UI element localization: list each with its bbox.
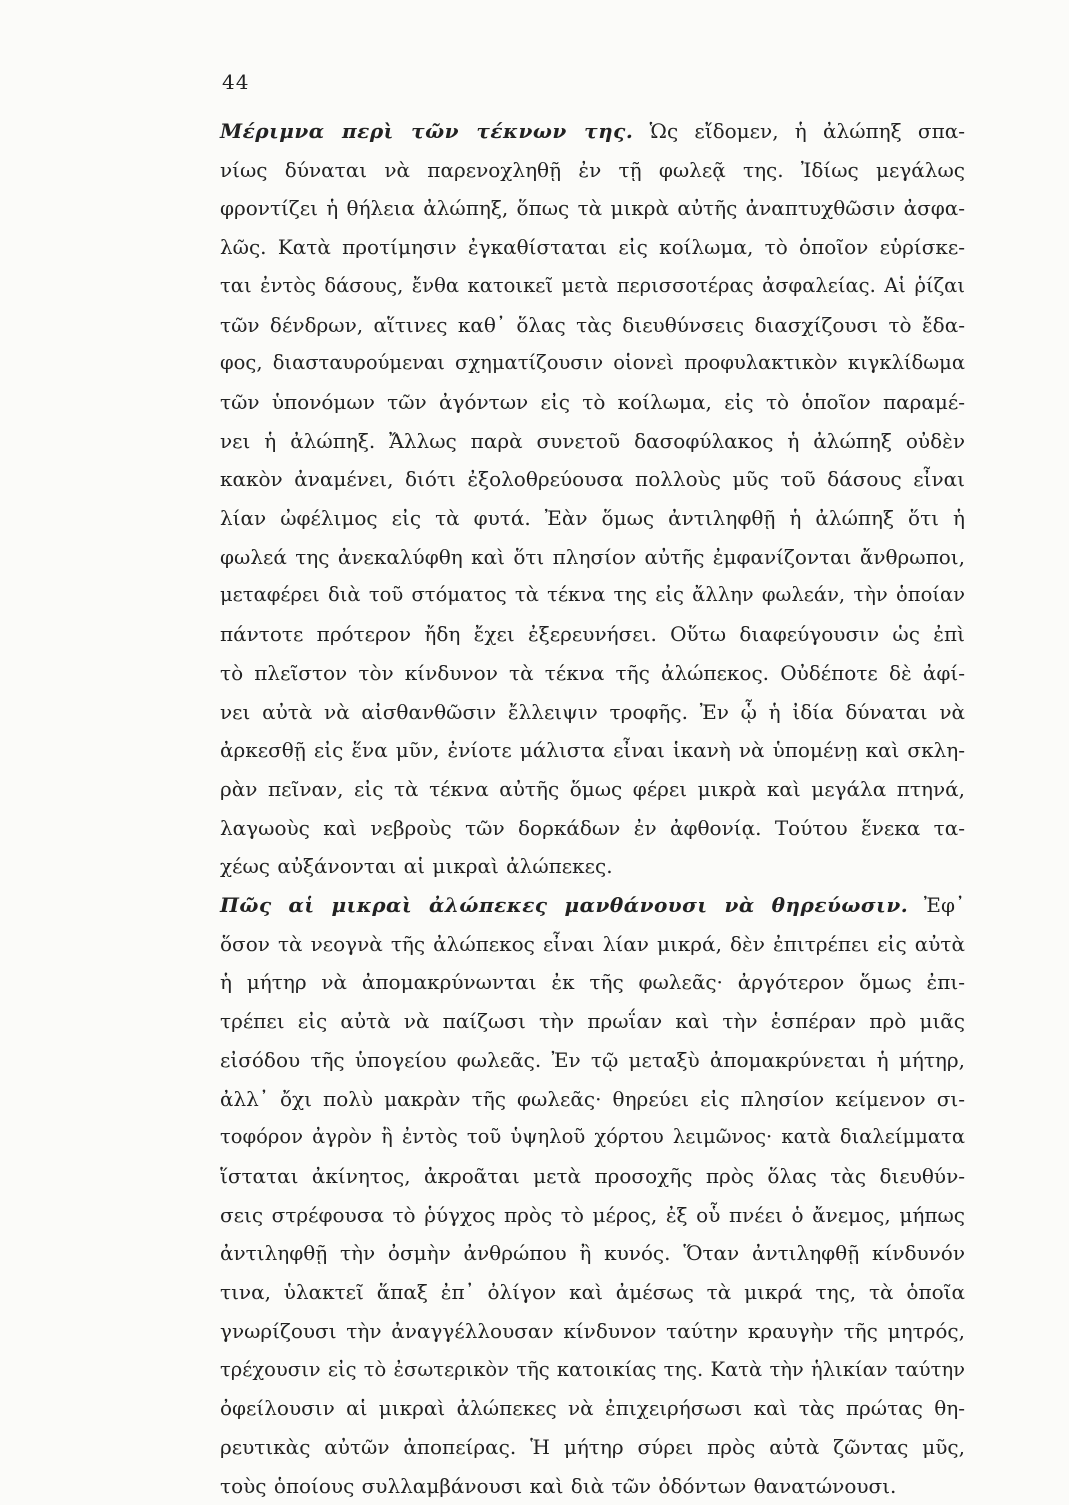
text-line: ται ἐντὸς δάσους, ἔνθα κατοικεῖ μετὰ περισσοτέρας ἀσφαλείας. Αἱ ῥίζαι xyxy=(220,273,965,297)
paragraph-care-of-young xyxy=(220,112,965,886)
text-line: λαγωοὺς καὶ νεβροὺς τῶν δορκάδων ἐν ἀφθονίᾳ. Τούτου ἕνεκα τα- xyxy=(220,815,965,840)
text-line: νει ἡ ἀλώπηξ. Ἄλλως παρὰ συνετοῦ δασοφύλακος ἡ ἀλώπηξ οὐδὲν xyxy=(220,428,965,453)
text-line: ρευτικὰς αὐτῶν ἀποπείρας. Ἡ μήτηρ σύρει πρὸς αὐτὰ ζῶντας μῦς, xyxy=(220,1434,965,1459)
text-line: ὀφείλουσιν αἱ μικραὶ ἀλώπεκες νὰ ἐπιχειρήσωσι καὶ τὰς πρώτας θη- xyxy=(220,1396,965,1421)
text-line: ἀντιληφθῇ τὴν ὀσμὴν ἀνθρώπου ἢ κυνός. Ὅταν ἀντιληφθῇ κίνδυνόν xyxy=(220,1241,965,1266)
text-line: τῶν δένδρων, αἵτινες καθ᾽ ὅλας τὰς διευθύνσεις διασχίζουσι τὸ ἔδα- xyxy=(220,312,965,337)
text-line: τρέπει εἰς αὐτὰ νὰ παίζωσι τὴν πρωΐαν καὶ τὴν ἑσπέραν πρὸ μιᾶς xyxy=(220,1009,965,1034)
text-line: τινα, ὑλακτεῖ ἅπαξ ἐπ᾽ ὀλίγον καὶ ἀμέσως τὰ μικρά της, τὰ ὁποῖα xyxy=(220,1280,965,1305)
section-heading: Πῶς αἱ μικραὶ ἀλώπεκες μανθάνουσι νὰ θηρεύωσιν. xyxy=(220,893,909,918)
paragraph-how-young-learn-to-hunt xyxy=(220,886,965,1505)
text-line: ἀρκεσθῇ εἰς ἕνα μῦν, ἐνίοτε μάλιστα εἶναι ἱκανὴ νὰ ὑπομένῃ καὶ σκλη- xyxy=(220,738,965,763)
section-heading: Μέριμνα περὶ τῶν τέκνων της. xyxy=(220,119,634,143)
text-line: πάντοτε πρότερον ἤδη ἔχει ἐξερευνήσει. Οὕτω διαφεύγουσιν ὡς ἐπὶ xyxy=(220,622,965,647)
text-line: ἡ μήτηρ νὰ ἀπομακρύνωνται ἐκ τῆς φωλεᾶς· ἀργότερον ὅμως ἐπι- xyxy=(220,970,965,995)
text-line: νίως δύναται νὰ παρενοχληθῇ ἐν τῇ φωλεᾷ της. Ἰδίως μεγάλως xyxy=(220,157,965,182)
text-line: λῶς. Κατὰ προτίμησιν ἐγκαθίσταται εἰς κοίλωμα, τὸ ὁποῖον εὑρίσκε- xyxy=(220,235,965,260)
text-line: τοὺς ὁποίους συλλαμβάνουσι καὶ διὰ τῶν ὀδόντων θανατώνουσι. xyxy=(220,1473,897,1498)
text-line: ἀλλ᾽ ὄχι πολὺ μακρὰν τῆς φωλεᾶς· θηρεύει εἰς πλησίον κείμενον σι- xyxy=(220,1086,965,1111)
text-line: τὸ πλεῖστον τὸν κίνδυνον τὰ τέκνα τῆς ἀλώπεκος. Οὐδέποτε δὲ ἀφί- xyxy=(220,660,965,685)
text-line: ρὰν πεῖναν, εἰς τὰ τέκνα αὐτῆς ὅμως φέρει μικρὰ καὶ μεγάλα πτηνά, xyxy=(220,776,965,801)
text-line: σεις στρέφουσα τὸ ῥύγχος πρὸς τὸ μέρος, ἐξ οὗ πνέει ὁ ἄνεμος, μήπως xyxy=(220,1202,965,1227)
text-line: μεταφέρει διὰ τοῦ στόματος τὰ τέκνα της εἰς ἄλλην φωλεάν, τὴν ὁποίαν xyxy=(220,583,965,607)
text-fragment: Ἐφ᾽ xyxy=(908,893,965,918)
text-line xyxy=(220,886,965,925)
text-line: τῶν ὑπονόμων τῶν ἀγόντων εἰς τὸ κοίλωμα, εἰς τὸ ὁποῖον παραμέ- xyxy=(220,389,965,414)
text-line: τοφόρον ἀγρὸν ἢ ἐντὸς τοῦ ὑψηλοῦ χόρτου λειμῶνος· κατὰ διαλείμματα xyxy=(220,1125,965,1149)
text-line: τρέχουσιν εἰς τὸ ἐσωτερικὸν τῆς κατοικίας της. Κατὰ τὴν ἡλικίαν ταύτην xyxy=(220,1357,965,1381)
text-fragment: Ὡς εἴδομεν, ἡ ἀλώπηξ σπα- xyxy=(633,119,965,143)
text-line: γνωρίζουσι τὴν ἀναγγέλλουσαν κίνδυνον ταύτην κραυγὴν τῆς μητρός, xyxy=(220,1318,965,1343)
text-line: ἵσταται ἀκίνητος, ἀκροᾶται μετὰ προσοχῆς πρὸς ὅλας τὰς διευθύν- xyxy=(220,1163,965,1188)
text-line: εἰσόδου τῆς ὑπογείου φωλεᾶς. Ἐν τῷ μεταξὺ ἀπομακρύνεται ἡ μήτηρ, xyxy=(220,1047,965,1072)
text-line: φος, διασταυρούμεναι σχηματίζουσιν οἱονεὶ προφυλακτικὸν κιγκλίδωμα xyxy=(220,351,965,375)
text-line: νει αὐτὰ νὰ αἰσθανθῶσιν ἔλλειψιν τροφῆς. Ἐν ᾧ ἡ ἰδία δύναται νὰ xyxy=(220,699,965,724)
body-text xyxy=(220,112,965,1505)
text-line: ὅσον τὰ νεογνὰ τῆς ἀλώπεκος εἶναι λίαν μικρά, δὲν ἐπιτρέπει εἰς αὐτὰ xyxy=(220,931,965,956)
text-line: χέως αὐξάνονται αἱ μικραὶ ἀλώπεκες. xyxy=(220,854,613,879)
text-line: φροντίζει ἡ θήλεια ἀλώπηξ, ὅπως τὰ μικρὰ αὐτῆς ἀναπτυχθῶσιν ἀσφα- xyxy=(220,196,965,221)
text-line: λίαν ὠφέλιμος εἰς τὰ φυτά. Ἐὰν ὅμως ἀντιληφθῇ ἡ ἀλώπηξ ὅτι ἡ xyxy=(220,506,965,531)
text-line: κακὸν ἀναμένει, διότι ἐξολοθρεύουσα πολλοὺς μῦς τοῦ δάσους εἶναι xyxy=(220,467,965,492)
text-line: φωλεά της ἀνεκαλύφθη καὶ ὅτι πλησίον αὐτῆς ἐμφανίζονται ἄνθρωποι, xyxy=(220,544,965,569)
page-number: 44 xyxy=(222,70,250,94)
text-line xyxy=(220,112,965,151)
